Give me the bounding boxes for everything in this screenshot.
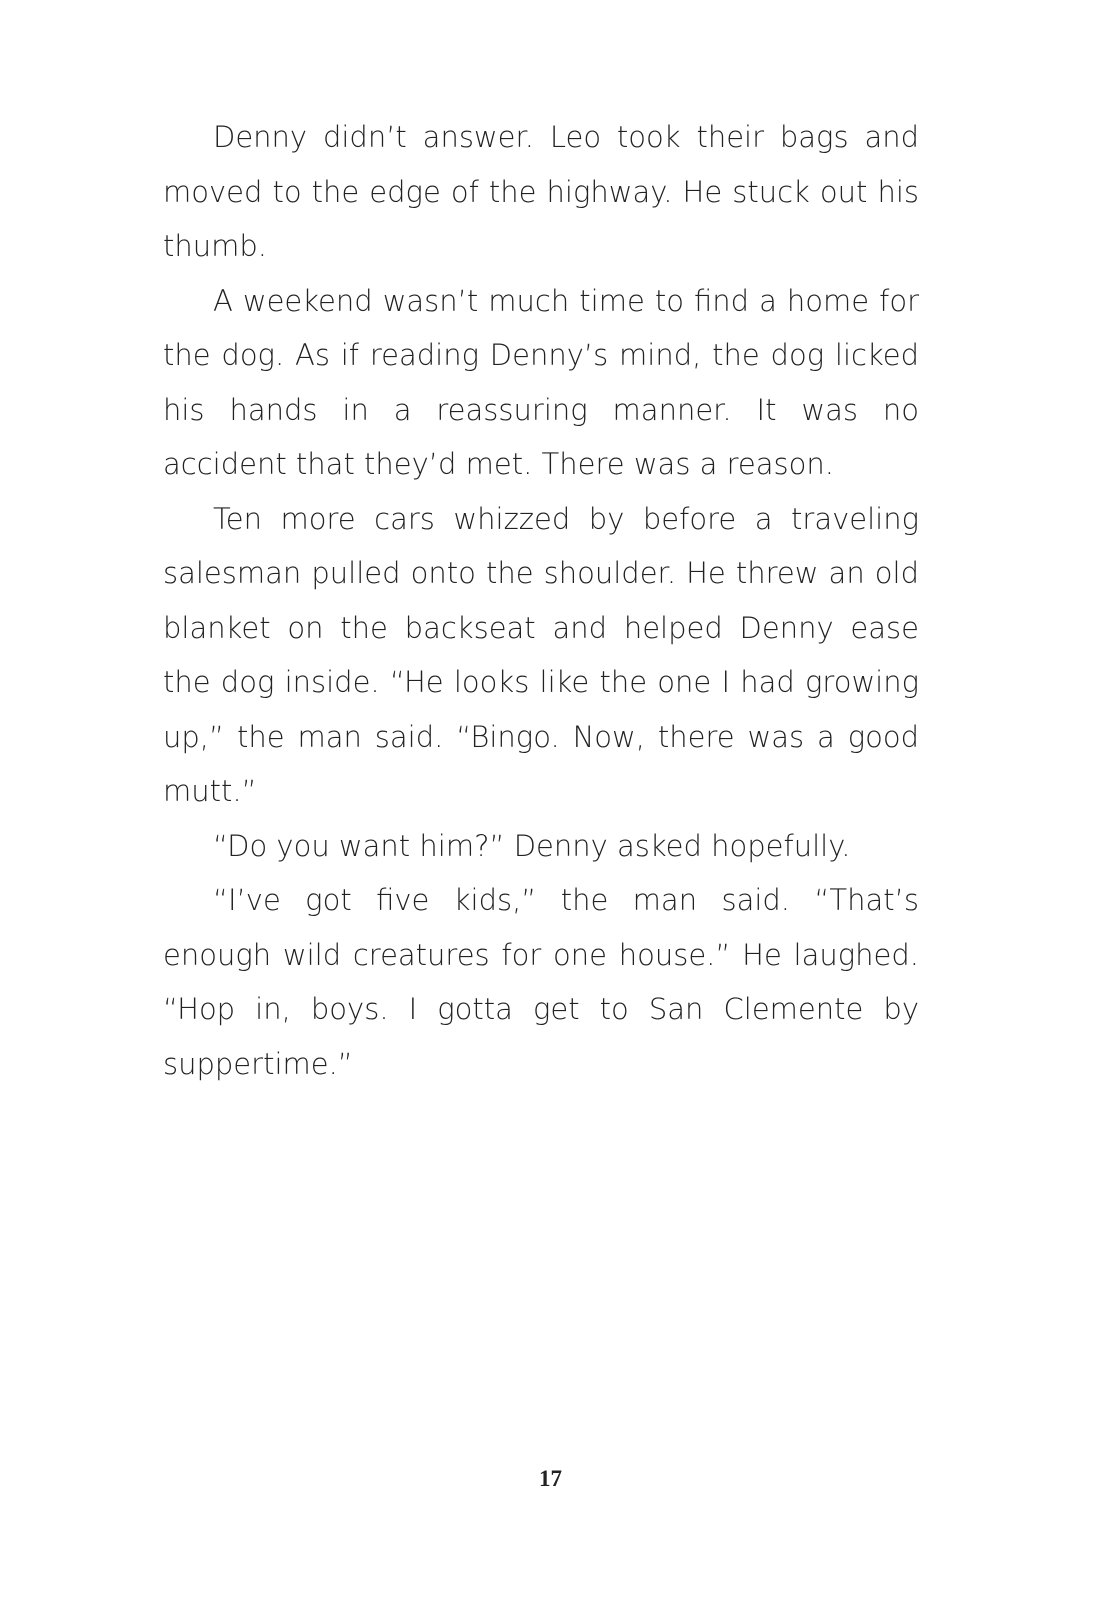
paragraph: A weekend wasn’t much time to find a home for the dog. As if reading Denny’s mind, the dog licked his hands in a reassuring manner. It was no accident that they’d met. There was a reason.	[163, 283, 919, 481]
paragraph: “I’ve got five kids,” the man said. “That’s enough wild creatures for one house.” He laughed. “Hop in, boys. I gotta get to San Clemente by suppertime.”	[163, 883, 919, 1081]
paragraph: Denny didn’t answer. Leo took their bags and moved to the edge of the highway. He stuck out his thumb.	[163, 120, 919, 263]
paragraph: Ten more cars whizzed by before a traveling salesman pulled onto the shoulder. He threw an old blanket on the backseat and helped Denny ease the dog inside. “He looks like the one I had growing up,” the man said. “Bingo. Now, there was a good mutt.”	[163, 501, 919, 808]
paragraph: “Do you want him?” Denny asked hopefully.	[213, 828, 851, 863]
body-text	[163, 110, 919, 1091]
page-number: 17	[539, 1466, 562, 1491]
